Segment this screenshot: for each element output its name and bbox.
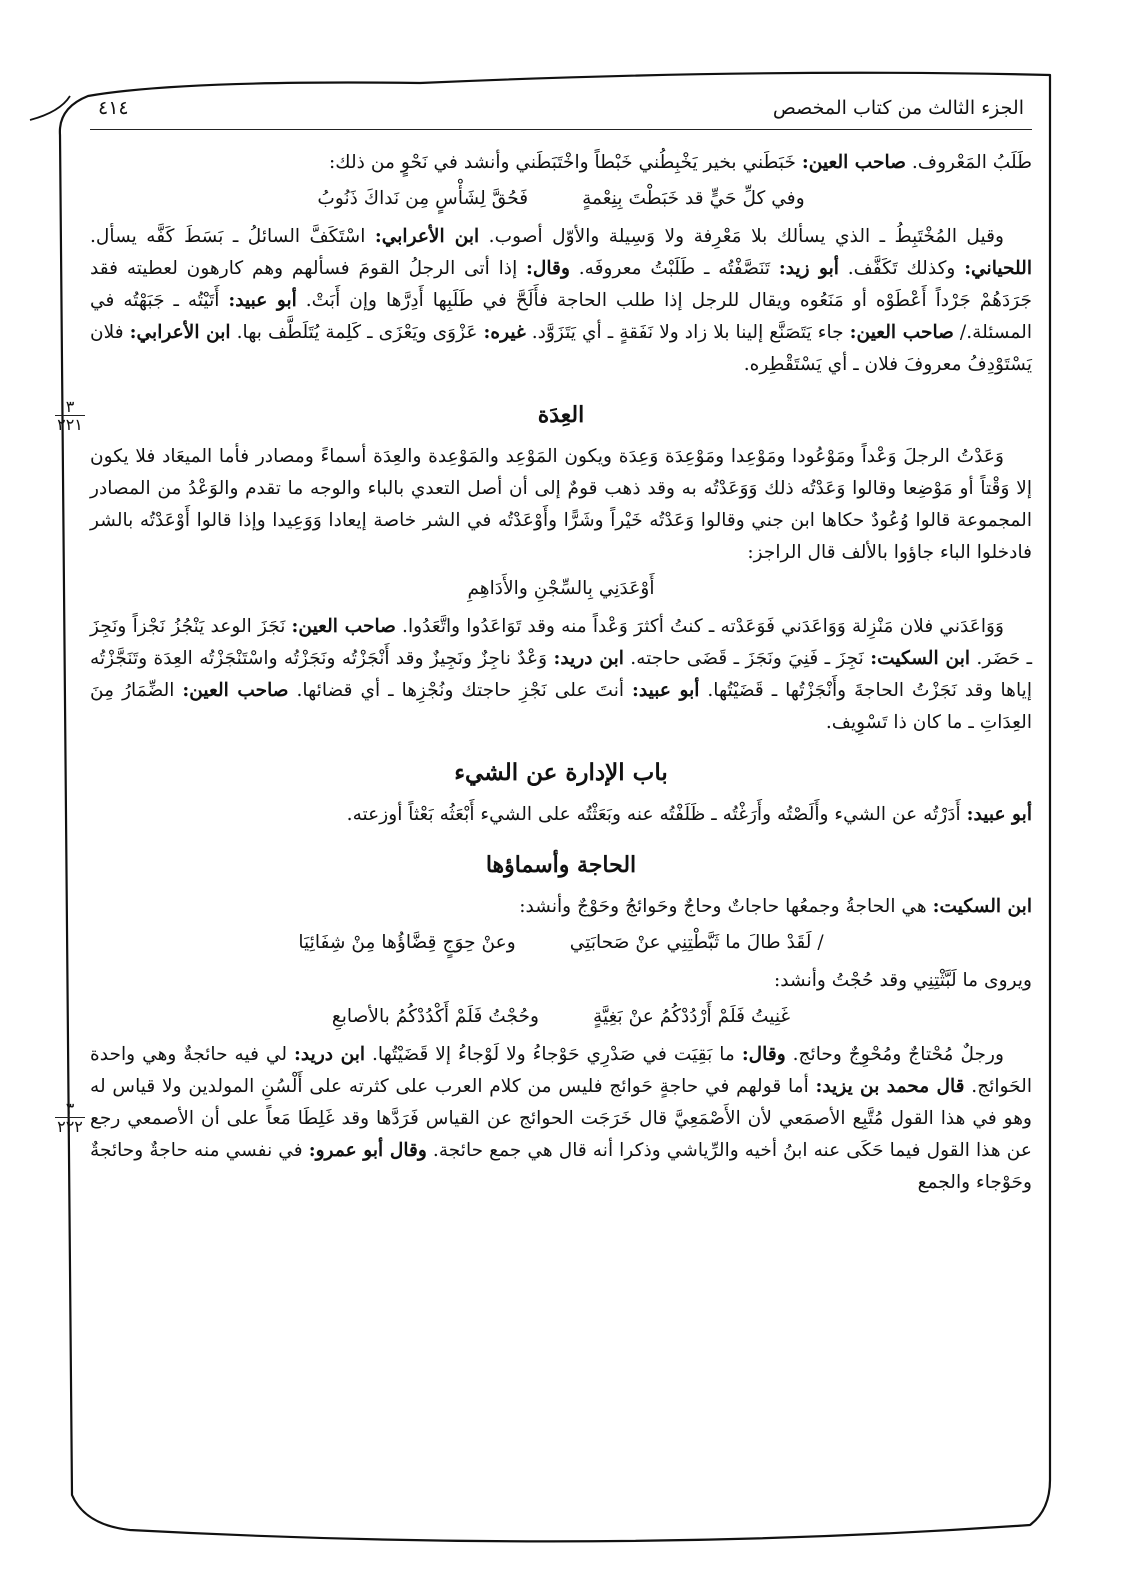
- author-name: ابن دريد:: [294, 1044, 366, 1065]
- hemistich: وحُجْتُ فَلَمْ أَكْدُدْكُمُ بالأصابعِ: [331, 1006, 539, 1027]
- verse-2: [90, 573, 1032, 605]
- author-name: صاحب العين:: [849, 322, 954, 343]
- running-title: الجزء الثالث من كتاب المخصص: [772, 97, 1024, 119]
- text-run: الضِّمَارُ مِنَ العِدَاتِ ـ ما كان ذا تَسْوِيف.: [90, 680, 1032, 733]
- paragraph-7: [90, 965, 1032, 997]
- text-run: في نفسي منه حاجةٌ وحائجةٌ وحَوْجاء والجمع: [90, 1140, 1032, 1193]
- author-name: وقال:: [741, 1044, 786, 1065]
- text-run: اسْتَكَفَّ السائلُ ـ بَسَطَ كَفَّه يسأل.: [90, 226, 375, 247]
- author-name: ابن السكيت:: [870, 648, 971, 669]
- text-run: لي فيه حائجةٌ وهي واحدة الحَوائج.: [90, 1044, 1032, 1097]
- text-run: ورجلٌ مُحْتاجٌ ومُحْوِجٌ وحائج.: [785, 1044, 1004, 1065]
- author-name: اللحياني:: [964, 258, 1032, 279]
- text-run: أَدَرْتُه عن الشيء وأَلَصْتُه وأَرَغْتُه ـ ظَلَفْتُه عنه وبَعَثْتُه على الشيء أَبْعَثُه بَعْثاً أوزعته.: [346, 804, 967, 825]
- hemistich: وفي كلِّ حَيٍّ قد خَبَطْتَ بِنِعْمةٍ: [582, 188, 805, 209]
- running-header: [90, 95, 1032, 125]
- text-run: نَجِزَ ـ فَنِيَ ونَجَزَ ـ قَضَى حاجته.: [623, 648, 871, 669]
- margin-reference-1: [55, 397, 85, 434]
- text-run: عَزْوَى ويَعْزَى ـ كَلِمة يُتَلَطَّف بها.: [230, 322, 484, 343]
- author-name: وقال أبو عمرو:: [308, 1140, 427, 1161]
- author-name: ابن الأعرابي:: [129, 322, 231, 343]
- author-name: غيره:: [483, 322, 526, 343]
- text-run: طَلَبُ المَعْروف.: [905, 152, 1032, 173]
- author-name: أبو زيد:: [778, 258, 839, 279]
- author-name: صاحب العين:: [801, 152, 906, 173]
- author-name: أبو عبيد:: [228, 290, 297, 311]
- text-run: وَوَاعَدَني فلان مَنْزِلة وَوَاعَدَني فَوَعَدْته ـ كنتُ أكثرَ وَعْداً منه وقد تَوَاعَدُوا واتَّعَدُوا.: [395, 616, 1005, 637]
- paragraph-3: [90, 441, 1032, 569]
- text-run: أما قولهم في حاجةٍ حَوائج فليس من كلام العرب على كثرته على أَلْسُنِ المولدين ولا قياس له وهو في هذا القول مُتَّبِع الأصمَعي لأن الأَصْمَعِيَّ قال خَرَجَت الحوائج عن القياس فَرَدَّها وقد غَلِطَا مَعاً على أن الأصمعي رجع عن هذا القول فيما حَكَى عنه ابنُ أخيه والرِّياشي وذكرا أنه قال هي جمع حائجة.: [90, 1076, 1032, 1161]
- header-rule: [90, 129, 1032, 130]
- author-name: أبو عبيد:: [632, 680, 700, 701]
- margin-ref-volume: ٣: [55, 1102, 85, 1118]
- author-name: صاحب العين:: [182, 680, 289, 701]
- text-run: وَعَدْتُ الرجلَ وَعْداً ومَوْعُودا ومَوْعِدا ومَوْعِدَة وَعِدَة ويكون المَوْعِد والمَوْعِدة والعِدَة أسماءً ومصادر فأما الميعَاد فلا يكون إلا وَقْتاً أو مَوْضِعا وقالوا وَعَدْتُه ذلك وَوَعَدْتُه به وقد ذهب قومٌ إلى أن أصل التعدي بالباء والوجه ما تقدم والوَعْدُ من المصادر المجموعة قالوا وُعُودٌ حكاها ابن جني وقالوا وَعَدْتُه خَيْراً وشَرًّا وأَوْعَدْتُه في الشر خاصة إيعادا وَوَعِيدا وإذا قالوا أَوْعَدْتُه بالشر فادخلوا الباء جاؤوا بالألف قال الراجز:: [90, 446, 1032, 563]
- paragraph-8: [90, 1039, 1032, 1199]
- author-name: ابن السكيت:: [932, 896, 1032, 917]
- hemistich: فَحُقَّ لِشَأْسٍ مِن نَداكَ ذَنُوبُ: [317, 188, 529, 209]
- section-heading-hajah: الحاجة وأسماؤها: [485, 852, 637, 878]
- text-run: ما بَقِيَت في صَدْرِي حَوْجاءُ ولا لَوْجاءُ إلا قَضَيْتُها.: [365, 1044, 742, 1065]
- author-name: صاحب العين:: [291, 616, 396, 637]
- main-text: [90, 147, 1032, 1199]
- paragraph-6: [90, 891, 1032, 923]
- paragraph-1: [90, 147, 1032, 179]
- text-run: نَجَزَ الوعد يَنْجُزُ نَجْزاً ونَجِزَ ـ حَضَر.: [90, 616, 1033, 669]
- paragraph-4: [90, 611, 1032, 739]
- text-run: خَبَطَني بخير يَخْبِطُني خَبْطاً واخْتَبَطَني وأنشد في نَحْوٍ من ذلك:: [329, 152, 802, 173]
- section-heading-iddah: العِدَة: [537, 402, 585, 428]
- frame-corner-mark: [30, 96, 70, 120]
- verse-4: [90, 1001, 1032, 1033]
- page-number: ٤١٤: [98, 97, 129, 119]
- text-run: أَتَيْتُه ـ جَبَهْتُه في المسئلة./: [90, 290, 1033, 343]
- text-run: جاء يَتَصَنَّع إلينا بلا زاد ولا نَفَقةٍ ـ أي يَتَزَوَّد.: [525, 322, 850, 343]
- text-run: أنتَ على نَجْزِ حاجتك ونُجْزِها ـ أي قضائها.: [288, 680, 632, 701]
- section-heading-idarah: باب الإدارة عن الشيء: [454, 759, 668, 786]
- text-run: وَعْدٌ ناجِزٌ ونَجِيزٌ وقد أَنْجَزْتُه ونَجَزْتُه واسْتَنْجَزْتُه العِدَة وتَنَجَّزْتُه إياها وقد نَجَزْتُ الحاجةَ وأَنْجَزْتُها ـ قَضَيْتُها.: [90, 648, 1032, 701]
- rajaz-line: أَوْعَدَنِي بِالسِّجْنِ والأَدَاهِمِ: [467, 578, 655, 599]
- text-run: فلان يَسْتَوْدِفُ معروفَ فلان ـ أي يَسْتَقْطِره.: [90, 322, 1032, 375]
- author-name: قال محمد بن يزيد:: [815, 1076, 965, 1097]
- text-run: هي الحاجةُ وجمعُها حاجاتٌ وحاجٌ وحَوائجُ وحَوْجٌ وأنشد:: [519, 896, 933, 917]
- margin-reference-2: [55, 1099, 85, 1136]
- verse-3: [90, 927, 1032, 959]
- text-run: وقيل المُخْتَبِطُ ـ الذي يسألك بلا مَعْرِفة ولا وَسِيلة والأوّل أصوب.: [479, 226, 1004, 247]
- margin-ref-volume: ٣: [55, 400, 85, 416]
- author-name: ابن الأعرابي:: [374, 226, 480, 247]
- text-run: إذا أتى الرجلُ القومَ فسألهم وهم كارهون لعطيته فقد جَرَدَهُمْ جَرْداً أَعْطَوْه أو مَنَعُوه ويقال للرجل إذا طلب الحاجة فأَلَحَّ في طَلَبِها أَدِرَّها وإن أَبَتْ.: [90, 258, 1032, 311]
- author-name: أبو عبيد:: [966, 804, 1032, 825]
- paragraph-2: [90, 221, 1032, 381]
- margin-ref-page: ٢٢١: [57, 415, 83, 434]
- text-run: وكذلك تَكَفَّف.: [838, 258, 965, 279]
- hemistich: وعنْ حِوَجٍ قِضَّاؤُها مِنْ شِفَائِيَا: [298, 932, 516, 953]
- author-name: ابن دريد:: [553, 648, 624, 669]
- author-name: وقال:: [526, 258, 570, 279]
- text-run: ويروى ما لَبَّثْتِنِي وقد حُجْتُ وأنشد:: [773, 970, 1032, 991]
- hemistich: غَنِيتُ فَلَمْ أَرْدُدْكُمُ عنْ بَغِيَّةٍ: [592, 1006, 791, 1027]
- verse-1: [90, 183, 1032, 215]
- margin-ref-page: ٢٢٢: [57, 1117, 83, 1136]
- page: [90, 95, 1032, 1505]
- paragraph-5: [90, 799, 1032, 831]
- hemistich: / لَقَدْ طالَ ما ثَبَّطْتِنِي عنْ صَحابَتِي: [569, 932, 824, 953]
- text-run: تَنَصَّفْتُه ـ طَلَبْتُ معروفَه.: [569, 258, 779, 279]
